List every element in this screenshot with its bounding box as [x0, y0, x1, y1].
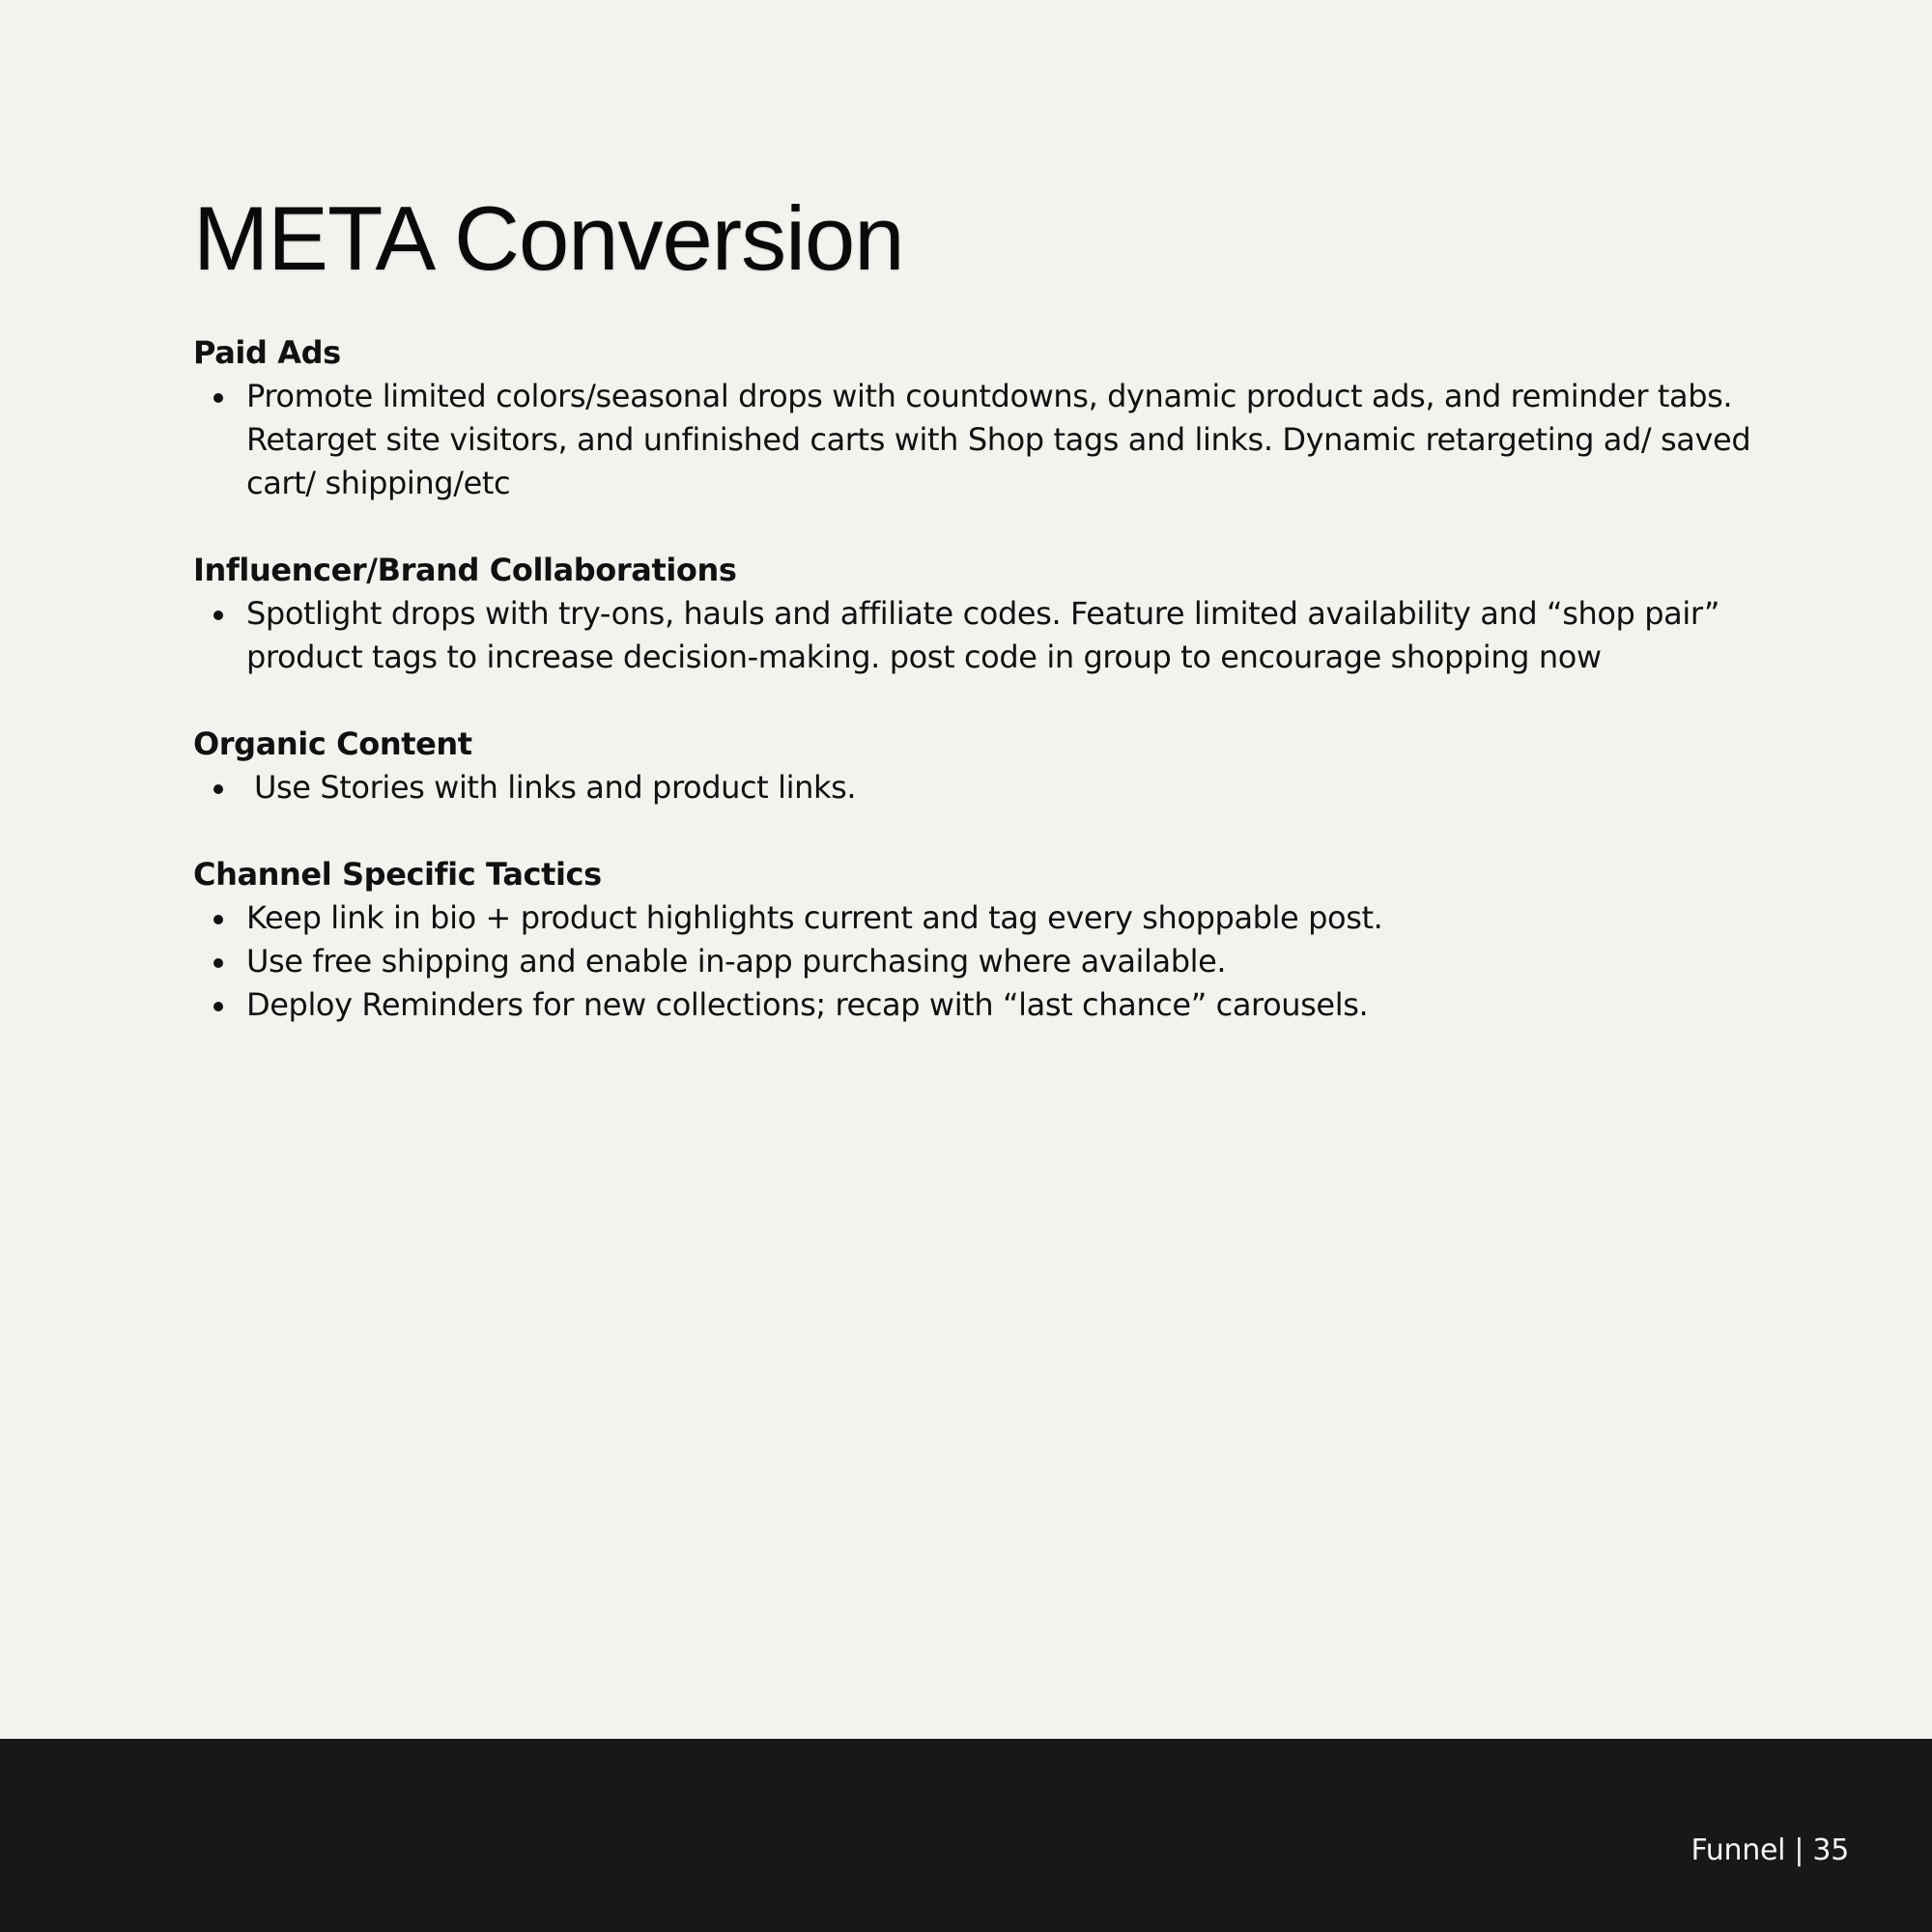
- bullet-dot-icon: [213, 915, 223, 924]
- list-item: [193, 940, 1758, 983]
- section-paid-ads: [193, 331, 1758, 505]
- list-item: [193, 766, 1758, 810]
- list-item: [193, 592, 1758, 679]
- list-item-text: Promote limited colors/seasonal drops with countdowns, dynamic product ads, and reminder tabs. Retarget site visitors, and unfinished carts with Shop tags and links. Dynamic retargeting ad/ saved cart/ shipping/etc: [246, 378, 1751, 501]
- page-number-label: Funnel | 35: [1690, 1833, 1849, 1867]
- list-item-text: Keep link in bio + product highlights current and tag every shoppable post.: [246, 899, 1383, 936]
- section-heading: Paid Ads: [193, 334, 341, 371]
- section-influencer-collaborations: [193, 549, 1758, 679]
- bullet-list: [193, 375, 1758, 505]
- list-item-text: Spotlight drops with try-ons, hauls and affiliate codes. Feature limited availability and “shop pair” product tags to increase decision-making. post code in group to encourage shopping now: [246, 595, 1720, 675]
- list-item-text: Use Stories with links and product links.: [254, 769, 857, 806]
- list-item: [193, 896, 1758, 940]
- slide-content: [193, 331, 1758, 1070]
- footer-bar: [0, 1739, 1932, 1932]
- list-item-text: Deploy Reminders for new collections; recap with “last chance” carousels.: [246, 986, 1369, 1023]
- section-organic-content: [193, 723, 1758, 810]
- section-channel-tactics: [193, 853, 1758, 1027]
- bullet-list: [193, 766, 1758, 810]
- section-heading: Organic Content: [193, 725, 472, 762]
- section-heading: Channel Specific Tactics: [193, 856, 602, 893]
- bullet-dot-icon: [213, 611, 223, 620]
- page-title: META Conversion: [193, 187, 904, 289]
- list-item: [193, 983, 1758, 1027]
- list-item-text: Use free shipping and enable in-app purchasing where available.: [246, 943, 1227, 980]
- bullet-dot-icon: [213, 1002, 223, 1011]
- bullet-dot-icon: [213, 393, 223, 403]
- bullet-list: [193, 592, 1758, 679]
- list-item: [193, 375, 1758, 505]
- bullet-list: [193, 896, 1758, 1027]
- bullet-dot-icon: [213, 958, 223, 968]
- section-heading: Influencer/Brand Collaborations: [193, 552, 737, 588]
- bullet-dot-icon: [213, 784, 223, 794]
